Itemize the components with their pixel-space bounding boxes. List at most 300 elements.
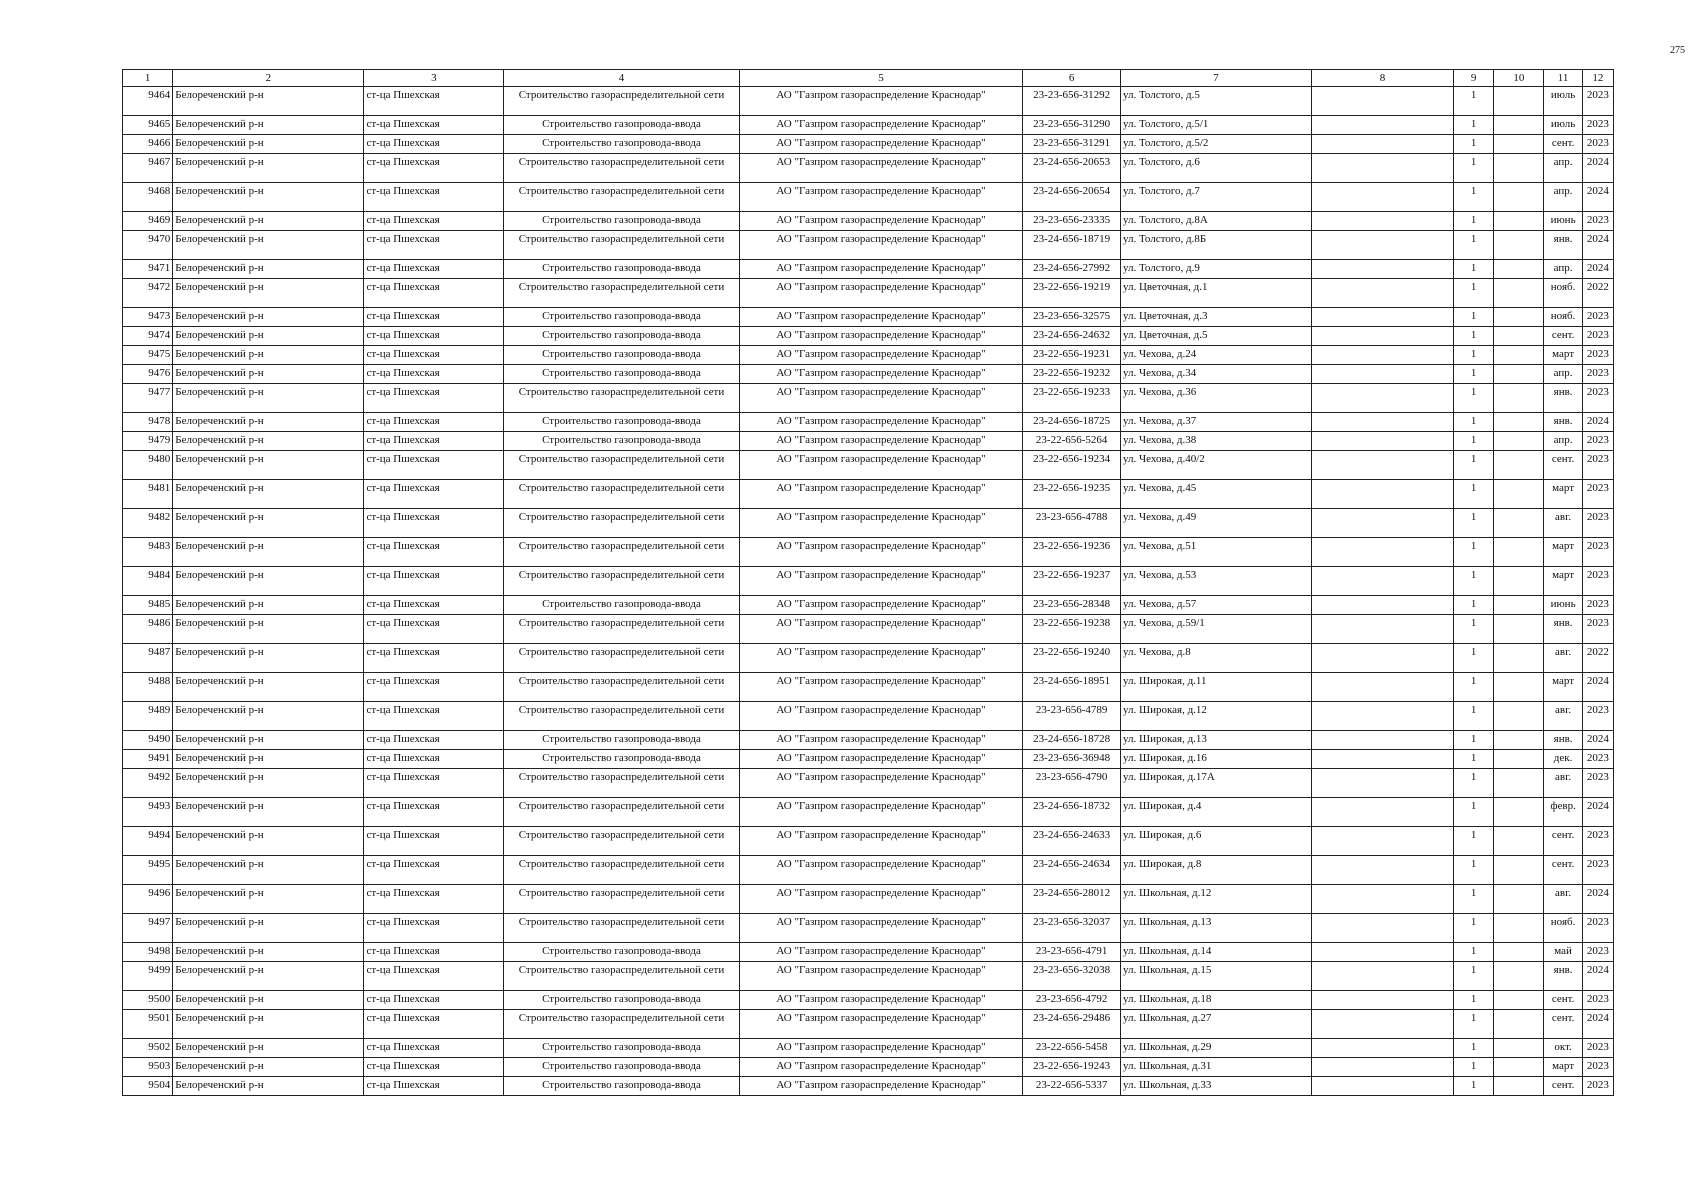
column-10-cell [1494, 154, 1544, 183]
row-number-text: 9472 [148, 281, 171, 293]
column-8-cell [1312, 384, 1454, 413]
column-10-cell-text [1496, 279, 1541, 281]
month-cell [1544, 451, 1582, 480]
quantity-cell-text: 1 [1470, 569, 1477, 581]
column-8-cell-text [1314, 702, 1451, 704]
row-number [123, 279, 173, 308]
locality-cell-text: ст-ца Пшехская [366, 617, 440, 629]
work-type-cell-text: Строительство газопровода-ввода [542, 310, 701, 322]
column-10-cell-text [1496, 365, 1541, 367]
row-number [123, 509, 173, 538]
organization-cell [739, 914, 1023, 943]
row-number-text: 9471 [148, 262, 171, 274]
row-number-text: 9483 [148, 540, 171, 552]
organization-cell-text: АО "Газпром газораспределение Краснодар" [776, 453, 986, 465]
organization-cell [739, 798, 1023, 827]
organization-cell-text: АО "Газпром газораспределение Краснодар" [776, 752, 986, 764]
year-cell [1582, 451, 1613, 480]
month-cell-text: авг. [1555, 511, 1572, 523]
row-number [123, 212, 173, 231]
quantity-cell [1453, 769, 1493, 798]
column-10-cell [1494, 991, 1544, 1010]
column-8-cell [1312, 183, 1454, 212]
object-code-cell [1023, 644, 1121, 673]
locality-cell [364, 346, 504, 365]
row-number-text: 9468 [148, 185, 171, 197]
table-row [123, 673, 1614, 702]
column-8-cell [1312, 212, 1454, 231]
row-number [123, 384, 173, 413]
district-cell [173, 183, 364, 212]
row-number [123, 231, 173, 260]
district-cell-text: Белореченский р-н [175, 214, 264, 226]
district-cell-text: Белореченский р-н [175, 771, 264, 783]
column-10-cell-text [1496, 480, 1541, 482]
locality-cell-text: ст-ца Пшехская [366, 540, 440, 552]
row-number [123, 856, 173, 885]
organization-cell-text: АО "Газпром газораспределение Краснодар" [776, 233, 986, 245]
quantity-cell [1453, 1058, 1493, 1077]
column-8-cell-text [1314, 827, 1451, 829]
district-cell-text: Белореченский р-н [175, 598, 264, 610]
object-code-cell [1023, 183, 1121, 212]
work-type-cell [504, 480, 739, 509]
district-cell-text: Белореченский р-н [175, 329, 264, 341]
work-type-cell [504, 914, 739, 943]
month-cell-text: нояб. [1550, 281, 1576, 293]
address-cell [1120, 914, 1311, 943]
address-cell-text: ул. Школьная, д.29 [1122, 1041, 1212, 1053]
quantity-cell-text: 1 [1470, 1079, 1477, 1091]
address-cell-text: ул. Чехова, д.51 [1122, 540, 1197, 552]
month-cell [1544, 1010, 1582, 1039]
year-cell [1582, 943, 1613, 962]
work-type-cell [504, 991, 739, 1010]
organization-cell [739, 567, 1023, 596]
column-8-cell-text [1314, 480, 1451, 482]
month-cell [1544, 87, 1582, 116]
column-header: 9 [1453, 70, 1493, 87]
address-cell-text: ул. Чехова, д.53 [1122, 569, 1197, 581]
object-code-cell [1023, 480, 1121, 509]
row-number [123, 308, 173, 327]
object-code-cell-text: 23-22-656-19233 [1033, 386, 1111, 398]
address-cell [1120, 308, 1311, 327]
district-cell [173, 480, 364, 509]
organization-cell-text: АО "Газпром газораспределение Краснодар" [776, 511, 986, 523]
district-cell [173, 451, 364, 480]
column-8-cell [1312, 914, 1454, 943]
year-cell-text: 2024 [1586, 185, 1609, 197]
locality-cell [364, 480, 504, 509]
table-row [123, 365, 1614, 384]
quantity-cell-text: 1 [1470, 1012, 1477, 1024]
column-8-cell [1312, 567, 1454, 596]
object-code-cell-text: 23-23-656-4792 [1035, 993, 1108, 1005]
locality-cell-text: ст-ца Пшехская [366, 415, 440, 427]
district-cell [173, 567, 364, 596]
gasification-registry-table [122, 69, 1614, 1096]
column-10-cell [1494, 509, 1544, 538]
quantity-cell [1453, 615, 1493, 644]
year-cell [1582, 154, 1613, 183]
month-cell [1544, 212, 1582, 231]
work-type-cell-text: Строительство газораспределительной сети [518, 675, 725, 687]
district-cell [173, 327, 364, 346]
work-type-cell [504, 365, 739, 384]
column-8-cell-text [1314, 509, 1451, 511]
row-number-text: 9485 [148, 598, 171, 610]
month-cell [1544, 1077, 1582, 1096]
quantity-cell [1453, 673, 1493, 702]
work-type-cell-text: Строительство газораспределительной сети [518, 185, 725, 197]
column-header: 8 [1312, 70, 1454, 87]
organization-cell [739, 1077, 1023, 1096]
work-type-cell-text: Строительство газопровода-ввода [542, 118, 701, 130]
year-cell [1582, 596, 1613, 615]
address-cell-text: ул. Толстого, д.6 [1122, 156, 1200, 168]
district-cell [173, 673, 364, 702]
district-cell-text: Белореченский р-н [175, 569, 264, 581]
year-cell-text: 2024 [1586, 262, 1609, 274]
address-cell [1120, 596, 1311, 615]
district-cell-text: Белореченский р-н [175, 156, 264, 168]
district-cell-text: Белореченский р-н [175, 993, 264, 1005]
organization-cell-text: АО "Газпром газораспределение Краснодар" [776, 1079, 986, 1091]
month-cell-text: сент. [1551, 329, 1575, 341]
row-number [123, 644, 173, 673]
object-code-cell-text: 23-24-656-29486 [1033, 1012, 1111, 1024]
row-number-text: 9503 [148, 1060, 171, 1072]
month-cell-text: сент. [1551, 858, 1575, 870]
work-type-cell [504, 308, 739, 327]
column-10-cell [1494, 798, 1544, 827]
column-10-cell [1494, 731, 1544, 750]
district-cell-text: Белореченский р-н [175, 386, 264, 398]
year-cell-text: 2023 [1586, 214, 1609, 226]
district-cell-text: Белореченский р-н [175, 829, 264, 841]
column-10-cell-text [1496, 856, 1541, 858]
work-type-cell-text: Строительство газораспределительной сети [518, 858, 725, 870]
organization-cell-text: АО "Газпром газораспределение Краснодар" [776, 1012, 986, 1024]
quantity-cell-text: 1 [1470, 1060, 1477, 1072]
quantity-cell [1453, 183, 1493, 212]
month-cell-text: янв. [1553, 233, 1573, 245]
organization-cell [739, 154, 1023, 183]
row-number-text: 9478 [148, 415, 171, 427]
year-cell-text: 2023 [1586, 945, 1609, 957]
work-type-cell-text: Строительство газопровода-ввода [542, 214, 701, 226]
address-cell [1120, 1077, 1311, 1096]
month-cell [1544, 365, 1582, 384]
year-cell-text: 2023 [1586, 137, 1609, 149]
year-cell-text: 2023 [1586, 367, 1609, 379]
table-row [123, 451, 1614, 480]
column-10-cell-text [1496, 567, 1541, 569]
quantity-cell [1453, 914, 1493, 943]
month-cell-text: май [1554, 945, 1572, 957]
organization-cell-text: АО "Газпром газораспределение Краснодар" [776, 310, 986, 322]
locality-cell-text: ст-ца Пшехская [366, 752, 440, 764]
table-row [123, 702, 1614, 731]
month-cell-text: окт. [1554, 1041, 1572, 1053]
column-10-cell [1494, 769, 1544, 798]
locality-cell [364, 308, 504, 327]
quantity-cell [1453, 327, 1493, 346]
object-code-cell [1023, 914, 1121, 943]
column-8-cell-text [1314, 596, 1451, 598]
district-cell [173, 384, 364, 413]
year-cell [1582, 1039, 1613, 1058]
locality-cell [364, 1039, 504, 1058]
month-cell-text: сент. [1551, 453, 1575, 465]
address-cell [1120, 365, 1311, 384]
organization-cell-text: АО "Газпром газораспределение Краснодар" [776, 540, 986, 552]
column-8-cell [1312, 798, 1454, 827]
address-cell-text: ул. Чехова, д.8 [1122, 646, 1191, 658]
column-8-cell [1312, 480, 1454, 509]
year-cell [1582, 798, 1613, 827]
table-row [123, 1039, 1614, 1058]
locality-cell [364, 154, 504, 183]
column-10-cell-text [1496, 1077, 1541, 1079]
month-cell [1544, 538, 1582, 567]
year-cell-text: 2023 [1586, 598, 1609, 610]
work-type-cell-text: Строительство газораспределительной сети [518, 617, 725, 629]
row-number-text: 9502 [148, 1041, 171, 1053]
column-10-cell-text [1496, 596, 1541, 598]
quantity-cell [1453, 212, 1493, 231]
district-cell-text: Белореченский р-н [175, 281, 264, 293]
month-cell [1544, 154, 1582, 183]
column-10-cell-text [1496, 87, 1541, 89]
locality-cell [364, 615, 504, 644]
row-number-text: 9487 [148, 646, 171, 658]
month-cell [1544, 308, 1582, 327]
column-8-cell [1312, 538, 1454, 567]
address-cell [1120, 673, 1311, 702]
locality-cell-text: ст-ца Пшехская [366, 137, 440, 149]
district-cell [173, 413, 364, 432]
locality-cell [364, 451, 504, 480]
address-cell-text: ул. Цветочная, д.3 [1122, 310, 1208, 322]
quantity-cell [1453, 798, 1493, 827]
year-cell [1582, 750, 1613, 769]
organization-cell [739, 962, 1023, 991]
object-code-cell [1023, 943, 1121, 962]
object-code-cell-text: 23-23-656-4791 [1035, 945, 1108, 957]
table-row [123, 943, 1614, 962]
column-10-cell-text [1496, 827, 1541, 829]
year-cell-text: 2023 [1586, 829, 1609, 841]
quantity-cell-text: 1 [1470, 453, 1477, 465]
month-cell [1544, 116, 1582, 135]
column-8-cell-text [1314, 327, 1451, 329]
quantity-cell [1453, 308, 1493, 327]
table-row [123, 432, 1614, 451]
month-cell-text: авг. [1555, 646, 1572, 658]
quantity-cell [1453, 116, 1493, 135]
column-10-cell-text [1496, 538, 1541, 540]
quantity-cell [1453, 538, 1493, 567]
year-cell [1582, 384, 1613, 413]
month-cell-text: апр. [1553, 367, 1573, 379]
month-cell-text: сент. [1551, 993, 1575, 1005]
column-10-cell [1494, 183, 1544, 212]
row-number-text: 9490 [148, 733, 171, 745]
organization-cell-text: АО "Газпром газораспределение Краснодар" [776, 598, 986, 610]
district-cell-text: Белореченский р-н [175, 1060, 264, 1072]
address-cell-text: ул. Широкая, д.13 [1122, 733, 1207, 745]
column-header: 12 [1582, 70, 1613, 87]
quantity-cell [1453, 1010, 1493, 1039]
address-cell-text: ул. Толстого, д.8А [1122, 214, 1208, 226]
quantity-cell-text: 1 [1470, 964, 1477, 976]
row-number-text: 9481 [148, 482, 171, 494]
work-type-cell [504, 1077, 739, 1096]
locality-cell-text: ст-ца Пшехская [366, 858, 440, 870]
locality-cell-text: ст-ца Пшехская [366, 310, 440, 322]
locality-cell [364, 962, 504, 991]
object-code-cell [1023, 279, 1121, 308]
month-cell [1544, 943, 1582, 962]
column-8-cell [1312, 827, 1454, 856]
row-number [123, 567, 173, 596]
organization-cell-text: АО "Газпром газораспределение Краснодар" [776, 214, 986, 226]
object-code-cell-text: 23-24-656-24632 [1033, 329, 1111, 341]
month-cell-text: авг. [1555, 887, 1572, 899]
locality-cell-text: ст-ца Пшехская [366, 964, 440, 976]
address-cell [1120, 731, 1311, 750]
work-type-cell-text: Строительство газораспределительной сети [518, 646, 725, 658]
quantity-cell-text: 1 [1470, 156, 1477, 168]
locality-cell-text: ст-ца Пшехская [366, 348, 440, 360]
organization-cell [739, 451, 1023, 480]
year-cell [1582, 702, 1613, 731]
work-type-cell-text: Строительство газопровода-ввода [542, 262, 701, 274]
work-type-cell [504, 1058, 739, 1077]
district-cell-text: Белореченский р-н [175, 1079, 264, 1091]
work-type-cell [504, 962, 739, 991]
quantity-cell [1453, 260, 1493, 279]
column-8-cell-text [1314, 451, 1451, 453]
column-10-cell-text [1496, 731, 1541, 733]
work-type-cell [504, 116, 739, 135]
quantity-cell [1453, 1039, 1493, 1058]
table-row [123, 769, 1614, 798]
organization-cell [739, 538, 1023, 567]
column-8-cell [1312, 856, 1454, 885]
column-8-cell-text [1314, 1039, 1451, 1041]
column-header: 11 [1544, 70, 1582, 87]
year-cell [1582, 1077, 1613, 1096]
object-code-cell-text: 23-22-656-19237 [1033, 569, 1111, 581]
object-code-cell [1023, 432, 1121, 451]
object-code-cell [1023, 1039, 1121, 1058]
column-8-cell-text [1314, 914, 1451, 916]
year-cell [1582, 615, 1613, 644]
district-cell [173, 260, 364, 279]
quantity-cell-text: 1 [1470, 617, 1477, 629]
organization-cell [739, 673, 1023, 702]
district-cell-text: Белореченский р-н [175, 482, 264, 494]
table-row [123, 279, 1614, 308]
quantity-cell-text: 1 [1470, 89, 1477, 101]
district-cell-text: Белореченский р-н [175, 434, 264, 446]
address-cell-text: ул. Толстого, д.5/2 [1122, 137, 1209, 149]
work-type-cell-text: Строительство газопровода-ввода [542, 945, 701, 957]
row-number [123, 183, 173, 212]
object-code-cell [1023, 327, 1121, 346]
quantity-cell-text: 1 [1470, 945, 1477, 957]
row-number [123, 365, 173, 384]
column-10-cell-text [1496, 962, 1541, 964]
locality-cell-text: ст-ца Пшехская [366, 916, 440, 928]
year-cell-text: 2023 [1586, 310, 1609, 322]
month-cell-text: авг. [1555, 704, 1572, 716]
object-code-cell [1023, 615, 1121, 644]
column-10-cell [1494, 480, 1544, 509]
locality-cell-text: ст-ца Пшехская [366, 829, 440, 841]
month-cell [1544, 769, 1582, 798]
year-cell [1582, 183, 1613, 212]
row-number-text: 9486 [148, 617, 171, 629]
object-code-cell-text: 23-24-656-28012 [1033, 887, 1111, 899]
row-number-text: 9504 [148, 1079, 171, 1091]
locality-cell-text: ст-ца Пшехская [366, 329, 440, 341]
column-header: 3 [364, 70, 504, 87]
district-cell [173, 644, 364, 673]
address-cell-text: ул. Широкая, д.4 [1122, 800, 1202, 812]
district-cell [173, 1010, 364, 1039]
address-cell [1120, 212, 1311, 231]
month-cell-text: янв. [1553, 733, 1573, 745]
district-cell-text: Белореченский р-н [175, 858, 264, 870]
column-10-cell [1494, 135, 1544, 154]
quantity-cell [1453, 962, 1493, 991]
address-cell [1120, 279, 1311, 308]
table-row [123, 135, 1614, 154]
work-type-cell [504, 451, 739, 480]
year-cell-text: 2023 [1586, 348, 1609, 360]
organization-cell-text: АО "Газпром газораспределение Краснодар" [776, 118, 986, 130]
object-code-cell-text: 23-22-656-5458 [1035, 1041, 1108, 1053]
quantity-cell [1453, 413, 1493, 432]
month-cell-text: март [1552, 675, 1575, 687]
quantity-cell-text: 1 [1470, 540, 1477, 552]
work-type-cell [504, 87, 739, 116]
address-cell-text: ул. Толстого, д.5 [1122, 89, 1200, 101]
district-cell [173, 769, 364, 798]
column-8-cell [1312, 260, 1454, 279]
row-number [123, 413, 173, 432]
year-cell-text: 2023 [1586, 482, 1609, 494]
organization-cell [739, 943, 1023, 962]
column-8-cell-text [1314, 1010, 1451, 1012]
column-8-cell-text [1314, 346, 1451, 348]
district-cell-text: Белореченский р-н [175, 945, 264, 957]
month-cell-text: март [1552, 569, 1575, 581]
district-cell [173, 885, 364, 914]
table-row [123, 856, 1614, 885]
work-type-cell [504, 183, 739, 212]
object-code-cell [1023, 135, 1121, 154]
column-10-cell [1494, 116, 1544, 135]
column-8-cell [1312, 943, 1454, 962]
column-10-cell-text [1496, 702, 1541, 704]
object-code-cell-text: 23-23-656-4788 [1035, 511, 1108, 523]
year-cell [1582, 769, 1613, 798]
